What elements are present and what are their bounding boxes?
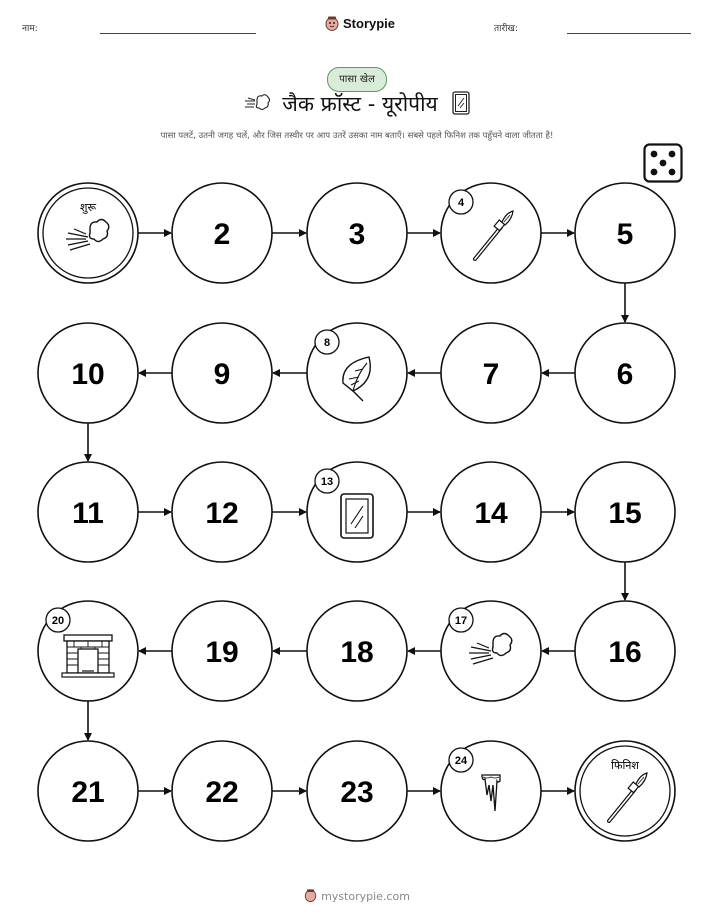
space-number: 14 [474, 497, 508, 530]
space-number: 10 [71, 358, 105, 391]
instructions: पासा पलटें, उतनी जगह चलें, और जिस तस्वीर पर आप उतरें उसका नाम बताएँ। सबसे पहले फिनिश तक पहुँचने वाला जीतता है! [160, 131, 554, 141]
start-label: शुरू [79, 201, 97, 214]
space-number: 5 [616, 218, 634, 251]
board-space [441, 741, 541, 841]
board-space [307, 741, 407, 841]
space-number: 15 [608, 497, 642, 530]
space-number: 16 [608, 636, 642, 669]
space-number: 6 [616, 358, 634, 391]
name-label: नाम: [22, 24, 38, 34]
page-title: जैक फ्रॉस्ट - यूरोपीय [282, 92, 438, 116]
finish-label: फिनिश [611, 759, 639, 772]
board-space [38, 323, 138, 423]
space-circle [38, 183, 138, 283]
pie-mascot-icon [304, 888, 317, 902]
footer [0, 888, 714, 903]
date-label: तारीख: [494, 24, 518, 34]
space-number: 2 [213, 218, 231, 251]
finish-space [575, 741, 675, 841]
space-number: 7 [482, 358, 500, 391]
space-number: 9 [213, 358, 231, 391]
board-space [575, 183, 675, 283]
space-layer [38, 183, 675, 841]
board-space [38, 601, 138, 701]
space-number: 24 [454, 755, 468, 767]
space-number: 17 [454, 615, 468, 627]
space-number: 8 [323, 337, 331, 349]
board-space [307, 323, 407, 423]
board-space [441, 183, 541, 283]
start-space [38, 183, 138, 283]
board-space [172, 323, 272, 423]
space-number: 13 [320, 476, 334, 488]
game-type-badge: पासा खेल [327, 67, 387, 92]
board-space [172, 601, 272, 701]
space-number: 22 [205, 776, 239, 809]
board-space [172, 183, 272, 283]
space-number: 23 [340, 776, 374, 809]
board-space [307, 601, 407, 701]
space-number: 18 [340, 636, 374, 669]
board-space [307, 183, 407, 283]
board-space [38, 741, 138, 841]
board-space [441, 601, 541, 701]
board-space [307, 462, 407, 562]
space-number: 20 [51, 615, 65, 627]
brand-name: Storypie [343, 15, 396, 31]
space-number: 4 [457, 197, 465, 209]
space-number: 19 [205, 636, 239, 669]
board-space [172, 462, 272, 562]
space-number: 3 [348, 218, 366, 251]
board-space [575, 462, 675, 562]
board-space [172, 741, 272, 841]
fireplace-icon [62, 635, 114, 677]
board-space [441, 462, 541, 562]
space-circle [575, 741, 675, 841]
mirror-icon [341, 494, 373, 538]
board-space [575, 323, 675, 423]
board-space [441, 323, 541, 423]
board-space [575, 601, 675, 701]
space-number: 11 [72, 497, 104, 530]
space-number: 21 [71, 776, 105, 809]
space-number: 12 [205, 497, 239, 530]
footer-url: mystorypie.com [321, 890, 410, 903]
board-space [38, 462, 138, 562]
